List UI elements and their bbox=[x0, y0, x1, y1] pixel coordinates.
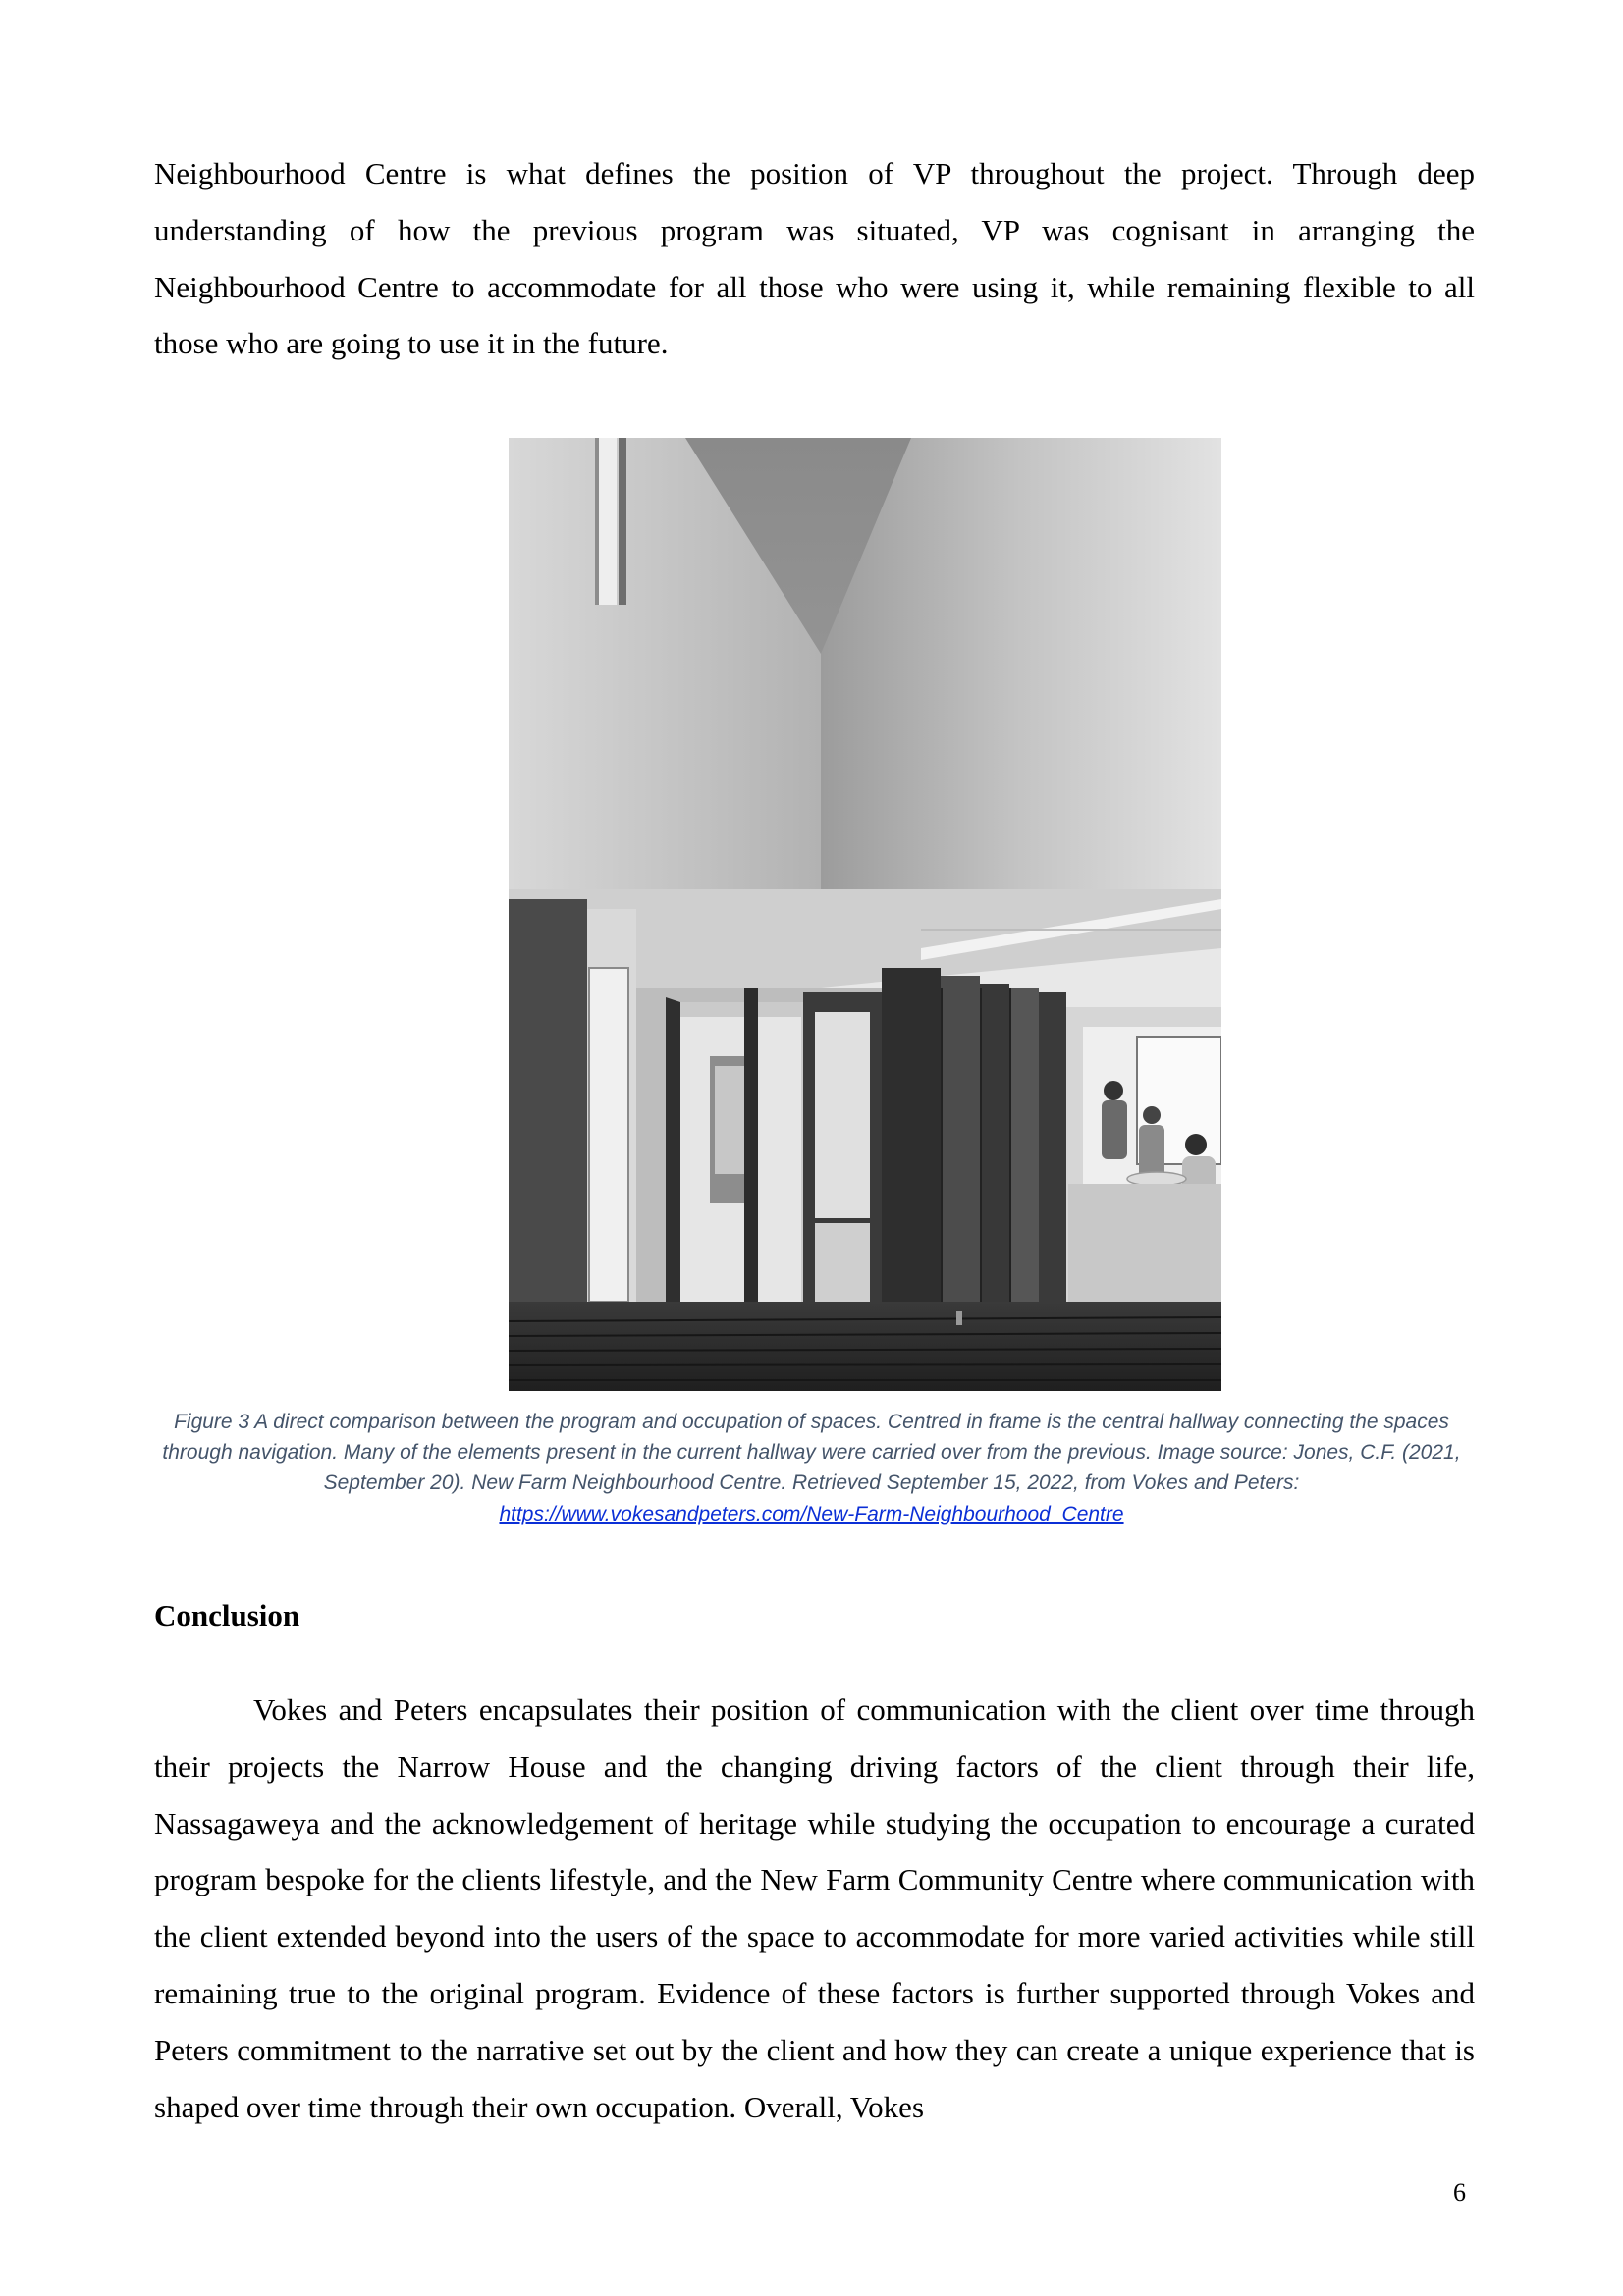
body-paragraph-conclusion: Vokes and Peters encapsulates their position of communication with the client over time through their projects the Narrow House and the changing driving factors of the client through their life, Nassagaweya and the acknowledgement of heritage while studying the occupation to encourage a curated program bespoke for the clients lifestyle, and the New Farm Community Centre where communication with the client extended beyond into the users of the space to accommodate for more varied activities while still remaining true to the original program. Evidence of these factors is further supported through Vokes and Peters commitment to the narrative set out by the client and how they can create a unique experience that is shaped over time through their own occupation. Overall, Vokes bbox=[154, 1692, 1475, 2124]
hallway-photograph bbox=[509, 438, 1221, 1391]
figure-caption bbox=[147, 1407, 1476, 1529]
body-paragraph-intro: Neighbourhood Centre is what defines the position of VP throughout the project. Through deep understanding of how the previous program was situated, VP was cognisant in arranging the Neighbourhood Centre to accommodate for all those who were using it, while remaining flexible to all those who are going to use it in the future. bbox=[154, 156, 1475, 361]
page-number: 6 bbox=[1453, 2178, 1466, 2207]
section-heading: Conclusion bbox=[154, 1598, 300, 1632]
figure-photo-hallway bbox=[509, 438, 1221, 1391]
figure-caption-link[interactable]: https://www.vokesandpeters.com/New-Farm-Neighbourhood_Centre bbox=[499, 1502, 1124, 1525]
figure-caption-text: Figure 3 A direct comparison between the program and occupation of spaces. Centred in frame is the central hallway connecting the spaces through navigation. Many of the elements present in the current hallway were carried over from the previous. Image source: Jones, C.F. (2021, September 20). New Farm Neighbourhood Centre. Retrieved September 15, 2022, from Vokes and Peters: bbox=[162, 1411, 1461, 1495]
